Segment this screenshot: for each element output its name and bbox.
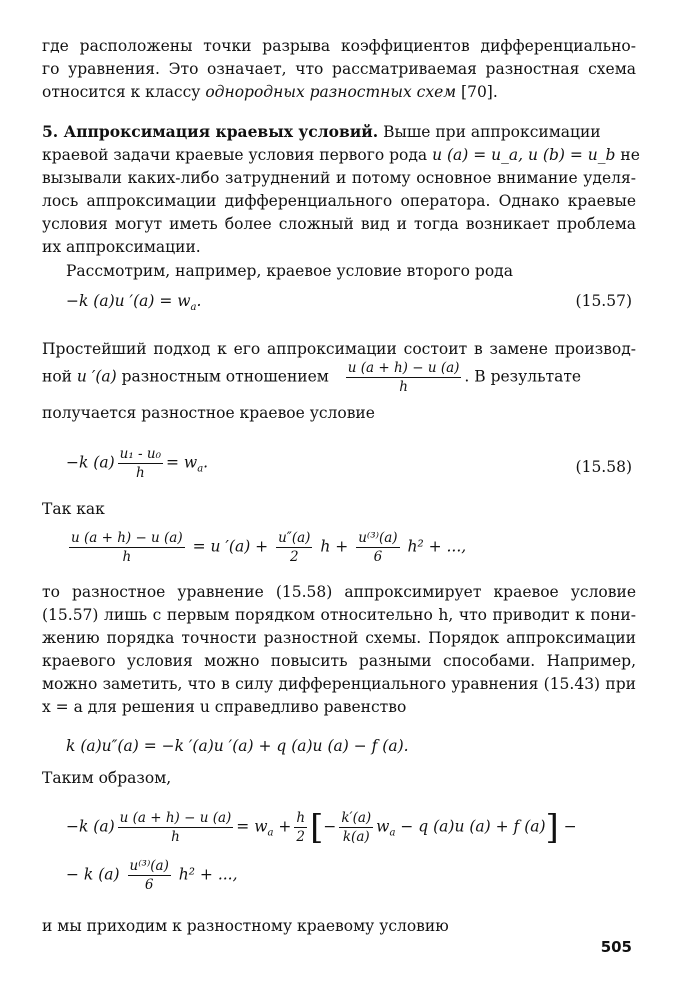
taylor-expansion: $\frac{u (a + h) - u (a)}{h}$ = u ′(a) + $\frac{u''(a)}{2}$ h + $\frac{\text{u⁽³⁾(a)}}{6}$ h² + ..., [71, 530, 467, 565]
equation-15-58: −k (a) $\frac{\text{u₁ - u₀}}{h}$ = $w_a$. [66, 446, 209, 481]
text-line: Рассмотрим, например, краевое условие второго рода [66, 262, 513, 280]
text-line: вызывали каких-либо затруднений и потому основное внимание уделя- [42, 169, 636, 187]
section-line: 5. Аппроксимация краевых условий. Выше при аппроксимации [42, 122, 601, 141]
equation-15-57: −k (a)u $'(a) = w_a$. [66, 292, 202, 314]
text-line: x = a для решения u справедливо равенство [42, 698, 407, 716]
text-line: краевого условия можно повысить разными способами. Например, [42, 652, 636, 670]
big-equation-line-1: −k (a) $\frac{u (a + h) - u (a)}{h}$ = $w_a$ + $\frac{h}{2}$ [− $\frac{k'(a)}{k(a)}$ $w_a - q$ (a)u (a) + f (a)] − [66, 807, 577, 848]
text-line: лось аппроксимации дифференциального оператора. Однако краевые [42, 192, 636, 210]
text-line: ной u ′(a) разностным отношением $\frac{u (a + h) - u (a)}{h}$ . В результате [42, 360, 582, 395]
section-heading: 5. Аппроксимация краевых условий. [42, 122, 379, 141]
text-line: и мы приходим к разностному краевому условию [42, 917, 449, 935]
text-line: (15.57) лишь с первым порядком относительно h, что приводит к пони- [42, 606, 636, 624]
text-line: их аппроксимации. [42, 238, 201, 256]
inline-math: u (a) = u_a, u (b) = u_b [432, 146, 616, 164]
text-line: жению порядка точности разностной схемы. Порядок аппроксимации [42, 629, 636, 647]
text-line: Таким образом, [42, 769, 172, 787]
text-line: относится к классу однородных разностных схем [70]. [42, 83, 498, 101]
text-line: Простейший подход к его аппроксимации состоит в замене производ- [42, 340, 636, 358]
page-number: 505 [600, 938, 632, 956]
text-line: где расположены точки разрыва коэффициентов дифференциально- [42, 37, 636, 55]
big-equation-line-2: − k (a) $\frac{\text{u⁽³⁾(a)}}{6}$ h² + ..., [66, 858, 238, 893]
difference-quotient: $\frac{u (a + h) - u (a)}{h}$ [347, 360, 460, 395]
text-line: условия могут иметь более сложный вид и тогда возникает проблема [42, 215, 636, 233]
text-line: то разностное уравнение (15.58) аппроксимирует краевое условие [42, 583, 636, 601]
equation-number: (15.57) [575, 292, 632, 310]
text-line: можно заметить, что в силу дифференциального уравнения (15.43) при [42, 675, 636, 693]
text-line: получается разностное краевое условие [42, 404, 375, 422]
text-line: Так как [42, 500, 105, 518]
equation-identity: k (a)u″(a) = −k ′(a)u ′(a) + q (a)u (a) − f (a). [66, 737, 409, 755]
text-line: краевой задачи краевые условия первого рода u (a) = u_a, u (b) = u_b не [42, 146, 640, 164]
text-line: го уравнения. Это означает, что рассматриваемая разностная схема [42, 60, 636, 78]
equation-number: (15.58) [575, 458, 632, 476]
italic-term: однородных разностных схем [205, 83, 457, 101]
